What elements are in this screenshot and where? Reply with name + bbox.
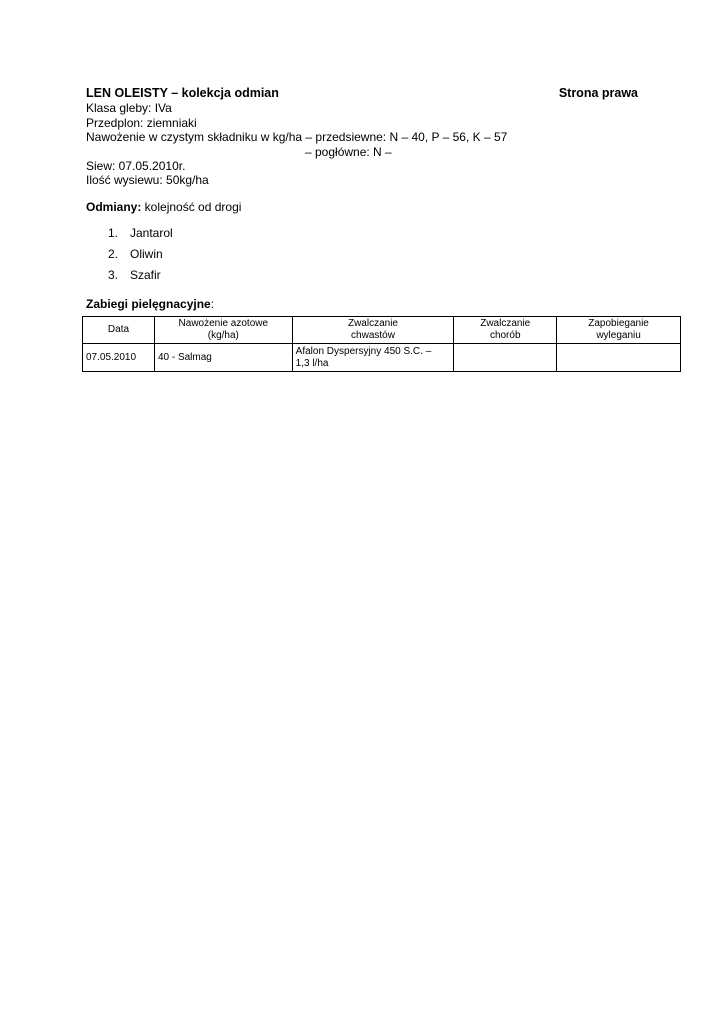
fertilization-topdressing: – pogłówne: N – [305, 145, 392, 159]
treatments-table [82, 316, 681, 372]
sowing-date: Siew: 07.05.2010r. [86, 159, 186, 173]
list-item [108, 226, 173, 247]
cell-nitrogen: 40 - Salmag [154, 344, 292, 372]
varieties-list [108, 226, 173, 289]
treatments-label: Zabiegi pielęgnacyjne [86, 297, 211, 311]
varieties-heading [86, 200, 241, 215]
list-item-number: 1. [108, 226, 119, 240]
soil-class: Klasa gleby: IVa [86, 101, 172, 115]
col-header-lodging-prevention: Zapobieganie wyleganiu [557, 317, 681, 344]
variety-name: Jantarol [130, 226, 173, 240]
document-title: LEN OLEISTY – kolekcja odmian [86, 86, 279, 100]
varieties-label: Odmiany: [86, 200, 142, 214]
col-header-date: Data [83, 317, 155, 344]
treatments-heading [86, 297, 214, 312]
fertilization-presowing: Nawożenie w czystym składniku w kg/ha – przedsiewne: N – 40, P – 56, K – 57 [86, 130, 508, 144]
table-row [83, 344, 681, 372]
seed-rate: Ilość wysiewu: 50kg/ha [86, 173, 209, 187]
varieties-note: kolejność od drogi [141, 200, 242, 214]
treatments-colon: : [210, 297, 215, 311]
col-header-disease-control: Zwalczanie chorób [454, 317, 557, 344]
list-item-number: 3. [108, 268, 119, 282]
col-header-nitrogen: Nawożenie azotowe (kg/ha) [154, 317, 292, 344]
page-side-label: Strona prawa [558, 86, 638, 100]
table-header-row [83, 317, 681, 344]
col-header-weed-control: Zwalczanie chwastów [292, 317, 454, 344]
cell-lodging-prevention [557, 344, 681, 372]
list-item-number: 2. [108, 247, 119, 261]
variety-name: Oliwin [130, 247, 163, 261]
cell-weed-control: Afalon Dyspersyjny 450 S.C. – 1,3 l/ha [292, 344, 454, 372]
list-item [108, 268, 173, 289]
cell-date: 07.05.2010 [83, 344, 155, 372]
list-item [108, 247, 173, 268]
title-row [86, 86, 638, 102]
variety-name: Szafir [130, 268, 161, 282]
previous-crop: Przedplon: ziemniaki [86, 116, 197, 130]
cell-disease-control [454, 344, 557, 372]
